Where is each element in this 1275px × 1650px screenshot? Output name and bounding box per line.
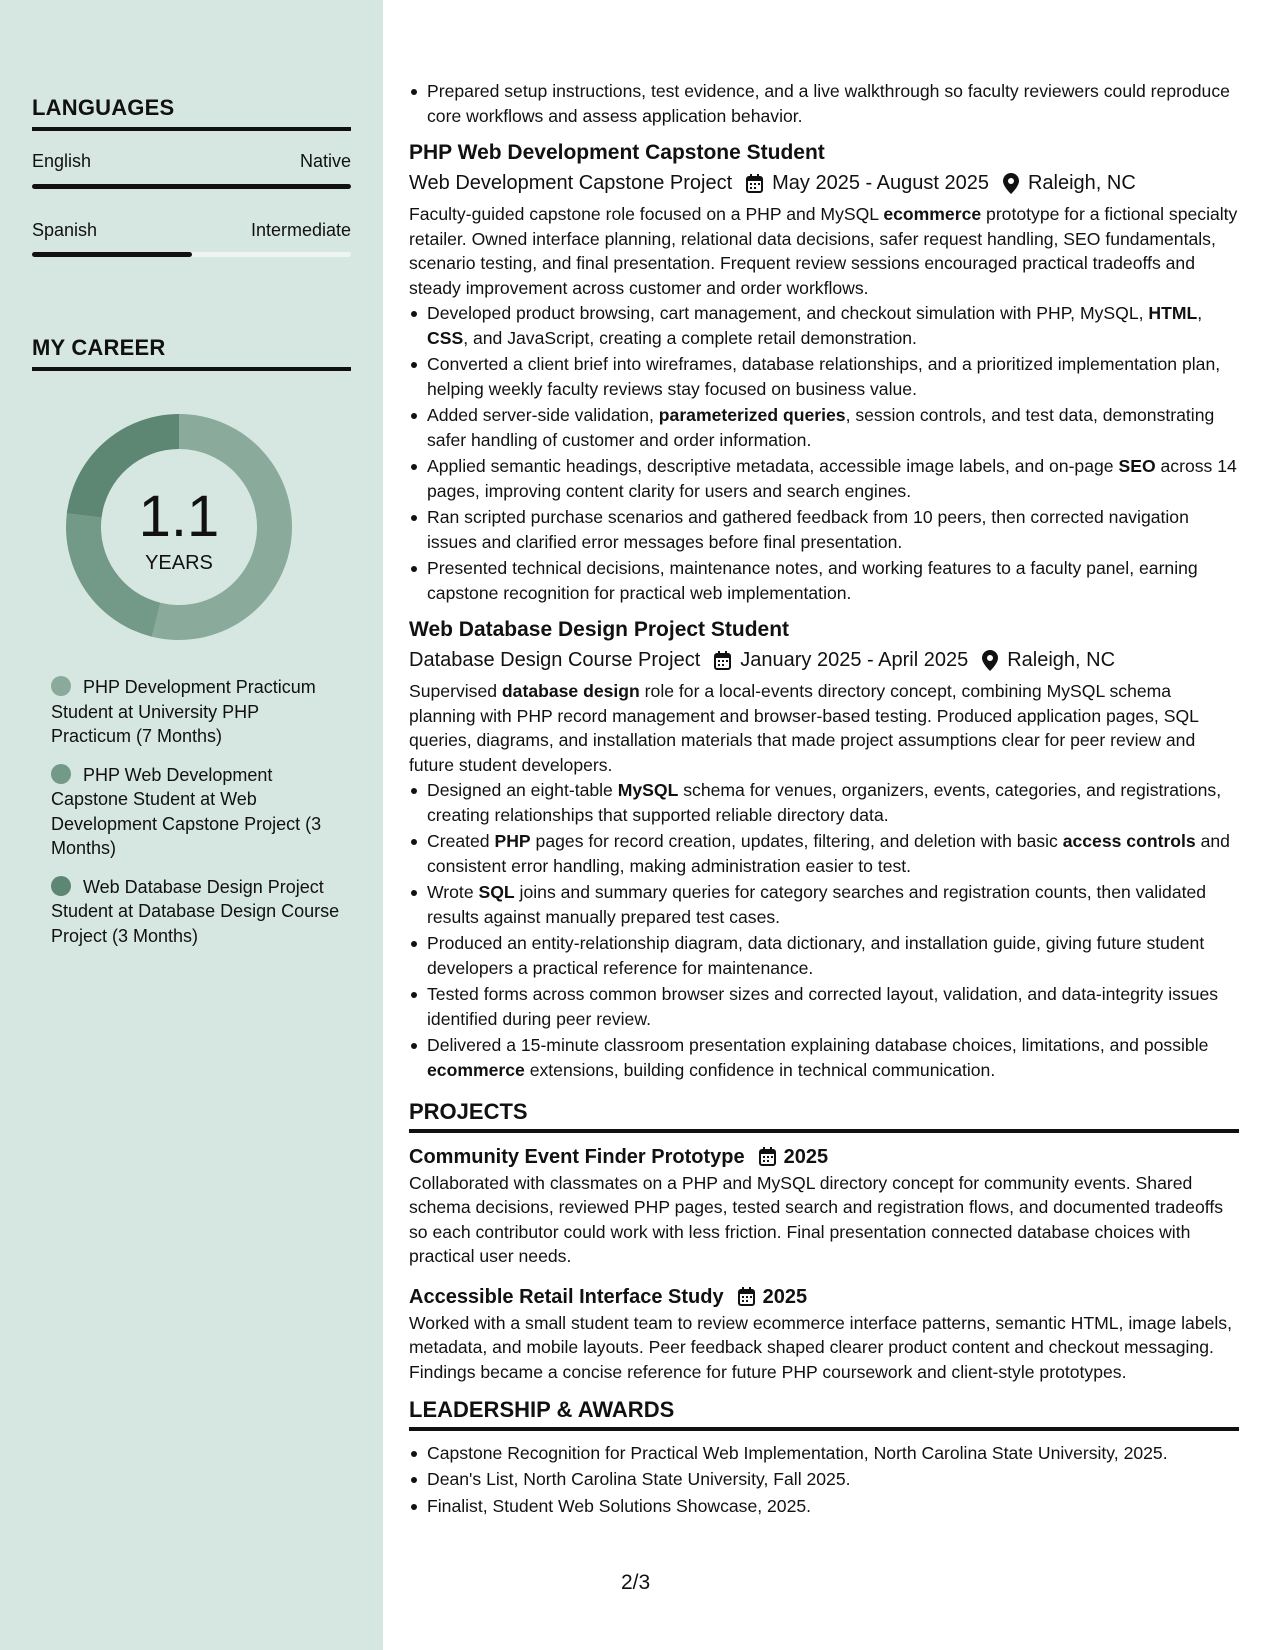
bullet-item: Applied semantic headings, descriptive metadata, accessible image labels, and on-page SEO across 14 pages, improving content clarity for users and search engines. — [409, 454, 1239, 503]
timeline-text: Web Database Design Project Student at Database Design Course Project (3 Months) — [51, 876, 340, 946]
career-years-unit: YEARS — [145, 552, 213, 574]
role-meta — [409, 646, 1239, 674]
role-location: Raleigh, NC — [1007, 649, 1116, 671]
bullet-item: Added server-side validation, parameterized queries, session controls, and test data, demonstrating safer handling of customer and order information. — [409, 403, 1239, 452]
timeline-item — [51, 675, 341, 749]
location-pin-icon — [1003, 173, 1019, 194]
timeline-item — [51, 875, 341, 949]
role-meta — [409, 169, 1239, 197]
timeline-text: PHP Development Practicum Student at University PHP Practicum (7 Months) — [51, 677, 316, 746]
project-title: Community Event Finder Prototype — [409, 1145, 745, 1168]
role-dates: January 2025 - April 2025 — [740, 649, 969, 671]
language-bar-fill — [32, 184, 351, 189]
bold-keyword: SQL — [478, 882, 515, 902]
location-pin-icon — [982, 650, 998, 671]
career-years-value: 1.1 — [138, 484, 220, 549]
project-title: Accessible Retail Interface Study — [409, 1285, 724, 1308]
bullet-item: Developed product browsing, cart management, and checkout simulation with PHP, MySQL, HTML, CSS, and JavaScript, creating a complete retail demonstration. — [409, 301, 1239, 350]
bullet-item: Created PHP pages for record creation, updates, filtering, and deletion with basic access controls and consistent error handling, making administration easier to test. — [409, 829, 1239, 878]
timeline-dot — [51, 764, 71, 784]
project-year: 2025 — [762, 1285, 808, 1308]
language-bar-spanish — [32, 252, 351, 257]
role-location: Raleigh, NC — [1027, 172, 1136, 194]
project-year: 2025 — [783, 1145, 829, 1168]
bold-keyword: PHP — [494, 831, 531, 851]
project-title-row — [409, 1283, 1239, 1311]
language-bar-english — [32, 184, 351, 189]
main-content — [409, 79, 1239, 1520]
project-item — [409, 1283, 1239, 1385]
sidebar — [0, 0, 383, 1650]
bullet-item: Converted a client brief into wireframes, database relationships, and a prioritized implementation plan, helping weekly faculty reviews stay focused on business value. — [409, 352, 1239, 401]
project-description: Collaborated with classmates on a PHP and MySQL directory concept for community events. Shared schema decisions, reviewed PHP pages, tested search and registration flows, and documented tradeoffs so each contributor could work with less friction. Final presentation connected database choices with practical user needs. — [409, 1172, 1224, 1266]
bullet-item: Ran scripted purchase scenarios and gathered feedback from 10 peers, then corrected navigation issues and clarified error messages before final presentation. — [409, 505, 1239, 554]
role-dates: May 2025 - August 2025 — [772, 172, 989, 194]
bold-keyword: access controls — [1062, 831, 1196, 851]
language-level: Native — [299, 151, 351, 171]
role-bullets — [409, 301, 1239, 605]
bullet-item: Prepared setup instructions, test evidence, and a live walkthrough so faculty reviewers could reproduce core workflows and assess application behavior. — [409, 79, 1239, 128]
bullet-item: Wrote SQL joins and summary queries for category searches and registration counts, then validated results against manually prepared test cases. — [409, 880, 1239, 929]
bullet-item: Delivered a 15-minute classroom presentation explaining database choices, limitations, and possible ecommerce extensions, building confidence in technical communication. — [409, 1033, 1239, 1082]
bold-keyword: CSS — [427, 327, 464, 348]
language-row-english — [32, 151, 351, 172]
project-title-row — [409, 1143, 1239, 1171]
award-item: Finalist, Student Web Solutions Showcase, 2025. — [409, 1494, 1239, 1519]
calendar-icon — [714, 651, 731, 670]
timeline-item — [51, 763, 341, 861]
language-bar-fill — [32, 252, 192, 257]
calendar-icon — [746, 174, 763, 193]
role-org: Web Development Capstone Project — [409, 172, 733, 194]
calendar-icon — [738, 1287, 755, 1306]
page-number: 2/3 — [621, 1571, 651, 1594]
role-description: Faculty-guided capstone role focused on a PHP and MySQL ecommerce prototype for a fictional specialty retailer. Owned interface planning, relational data decisions, safer request handling, SEO fundamentals, scenario testing, and final presentation. Frequent review sessions encouraged practical tradeoffs and steady improvement across customer and order workflows. — [409, 204, 1238, 298]
bullet-item: Designed an eight-table MySQL schema for venues, organizers, events, categories, and registrations, creating relationships that supported reliable directory data. — [409, 778, 1239, 827]
bold-keyword: parameterized queries — [658, 405, 846, 425]
project-description: Worked with a small student team to review ecommerce interface patterns, semantic HTML, image labels, metadata, and mobile layouts. Peer feedback shaped clearer product content and checkout messaging. Findings became a concise reference for future PHP coursework and client-style prototypes. — [409, 1312, 1232, 1382]
bullet-item: Tested forms across common browser sizes and corrected layout, validation, and data-integrity issues identified during peer review. — [409, 982, 1239, 1031]
language-name: English — [32, 151, 92, 171]
career-timeline — [51, 675, 341, 962]
languages-heading: LANGUAGES — [32, 95, 351, 131]
language-row-spanish — [32, 220, 351, 241]
bold-keyword: MySQL — [617, 780, 679, 800]
role-section — [409, 616, 1239, 1082]
calendar-icon — [759, 1147, 776, 1166]
timeline-dot — [51, 676, 71, 696]
bullet-item: Presented technical decisions, maintenance notes, and working features to a faculty panel, earning capstone recognition for practical web implementation. — [409, 556, 1239, 605]
language-name: Spanish — [32, 220, 98, 240]
career-donut-chart — [66, 414, 292, 640]
role-title: Web Database Design Project Student — [409, 618, 790, 641]
bold-keyword: HTML — [1148, 303, 1198, 323]
timeline-dot — [51, 876, 71, 896]
bold-keyword: SEO — [1118, 456, 1156, 476]
award-item: Dean's List, North Carolina State University, Fall 2025. — [409, 1467, 1239, 1492]
awards-list — [409, 1441, 1239, 1519]
role-org: Database Design Course Project — [409, 649, 701, 671]
project-item — [409, 1143, 1239, 1269]
role-section — [409, 139, 1239, 605]
top-bullet-list — [409, 79, 1239, 128]
role-title: PHP Web Development Capstone Student — [409, 141, 825, 164]
bold-keyword: ecommerce — [427, 1059, 525, 1080]
bold-keyword: database design — [501, 681, 640, 701]
awards-heading: LEADERSHIP & AWARDS — [409, 1398, 1239, 1431]
timeline-text: PHP Web Development Capstone Student at Web Development Capstone Project (3 Months) — [51, 764, 322, 858]
role-description: Supervised database design role for a local-events directory concept, combining MySQL schema planning with PHP record management and browser-based testing. Produced application pages, SQL queries, diagrams, and installation materials that made project assumptions clear for peer review and future student developers. — [409, 681, 1199, 775]
role-bullets — [409, 778, 1239, 1082]
award-item: Capstone Recognition for Practical Web Implementation, North Carolina State University, 2025. — [409, 1441, 1239, 1466]
bullet-item: Produced an entity-relationship diagram, data dictionary, and installation guide, giving future student developers a practical reference for maintenance. — [409, 931, 1239, 980]
career-heading: MY CAREER — [32, 335, 351, 371]
projects-heading: PROJECTS — [409, 1100, 1239, 1133]
bold-keyword: ecommerce — [883, 204, 982, 224]
language-level: Intermediate — [250, 220, 351, 240]
